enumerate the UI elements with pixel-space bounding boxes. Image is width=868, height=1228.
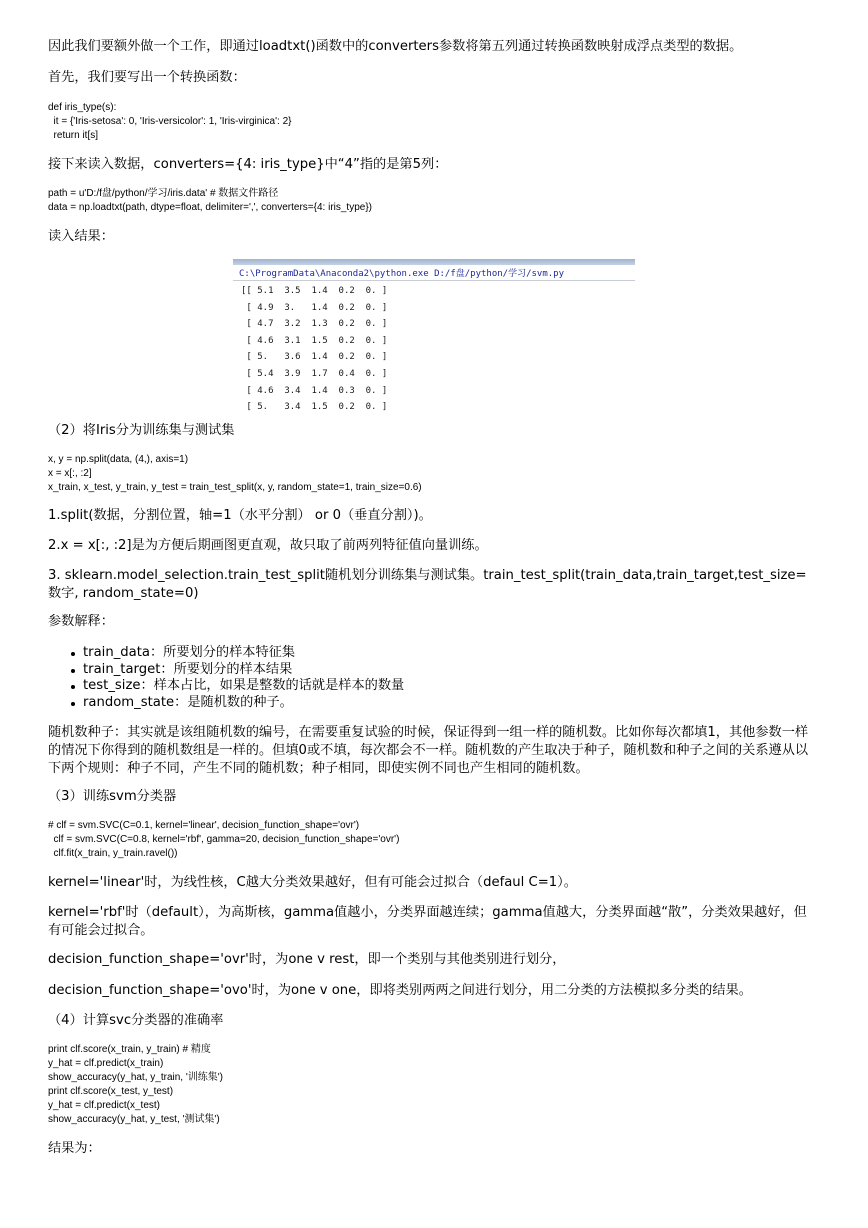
list-item: train_target：所要划分的样本结果 <box>68 662 404 679</box>
paragraph-train-test-split: 3. sklearn.model_selection.train_test_split随机划分训练集与测试集。train_test_split(train_data,train_target,test_size=数字, random_state=0) <box>48 568 807 601</box>
console-row: [ 5. 3.6 1.4 0.2 0. ] <box>241 352 388 363</box>
console-command: C:\ProgramData\Anaconda2\python.exe D:/f盘/python/学习/svm.py <box>239 269 565 279</box>
paragraph-random-seed: 随机数种子：其实就是该组随机数的编号，在需要重复试验的时候，保证得到一组一样的随机数。比如你每次都填1，其他参数一样的情况下你得到的随机数组是一样的。但填0或不填，每次都会不一样。随机数的产生取决于种子，随机数和种子之间的关系遵从以下两个规则：种子不同，产生不同的随机数；种子相同，即使实例不同也产生相同的随机数。 <box>48 725 809 776</box>
params-list <box>68 645 404 711</box>
paragraph-kernel-rbf: kernel='rbf'时（default），为高斯核，gamma值越小，分类界面越连续；gamma值越大，分类界面越“散”，分类效果越好，但有可能会过拟合。 <box>48 905 807 938</box>
paragraph-params: 参数解释： <box>48 614 114 629</box>
console-title-bar <box>233 259 635 265</box>
heading-accuracy: （4）计算svc分类器的准确率 <box>48 1013 224 1028</box>
console-row: [ 5. 3.4 1.5 0.2 0. ] <box>241 402 388 413</box>
paragraph-split-explain: 1.split(数据，分割位置，轴=1（水平分割） or 0（垂直分割）)。 <box>48 508 432 523</box>
code-split: x, y = np.split(data, (4,), axis=1) x = x[:, :2] x_train, x_test, y_train, y_test = train_test_split(x, y, random_state=1, train_size=0.6) <box>48 454 422 493</box>
console-row: [ 4.9 3. 1.4 0.2 0. ] <box>241 302 388 313</box>
code-svc: # clf = svm.SVC(C=0.1, kernel='linear', decision_function_shape='ovr') clf = svm.SVC(C=0.8, kernel='rbf', gamma=20, decision_function_shape='ovr') clf.fit(x_train, y_train.ravel()) <box>48 820 400 859</box>
console-row: [[ 5.1 3.5 1.4 0.2 0. ] <box>241 286 388 296</box>
console-row: [ 4.6 3.4 1.4 0.3 0. ] <box>241 385 388 396</box>
code-accuracy: print clf.score(x_train, y_train) # 精度 y_hat = clf.predict(x_train) show_accuracy(y_hat, y_train, '训练集') print clf.score(x_test, y_test) y_hat = clf.predict(x_test) show_accuracy(y_hat, y_test, '测试集') <box>48 1044 223 1125</box>
paragraph-ovr: decision_function_shape='ovr'时，为one v rest，即一个类别与其他类别进行划分， <box>48 952 566 967</box>
console-row: [ 5.4 3.9 1.7 0.4 0. ] <box>241 368 388 379</box>
paragraph-slice-explain: 2.x = x[:, :2]是为方便后期画图更直观，故只取了前两列特征值向量训练。 <box>48 538 488 553</box>
list-item: test_size：样本占比，如果是整数的话就是样本的数量 <box>68 678 404 695</box>
console-divider <box>233 280 635 281</box>
code-iris-type: def iris_type(s): it = {'Iris-setosa': 0, 'Iris-versicolor': 1, 'Iris-virginica': 2} return it[s] <box>48 102 292 141</box>
console-row: [ 4.6 3.1 1.5 0.2 0. ] <box>241 335 388 346</box>
console-row: [ 4.7 3.2 1.3 0.2 0. ] <box>241 319 388 330</box>
list-item: random_state：是随机数的种子。 <box>68 695 404 712</box>
heading-split-dataset: （2）将Iris分为训练集与测试集 <box>48 423 235 438</box>
list-item: train_data：所要划分的样本特征集 <box>68 645 404 662</box>
paragraph-read-data: 接下来读入数据，converters={4: iris_type}中“4”指的是第5列： <box>48 157 448 172</box>
paragraph-ovo: decision_function_shape='ovo'时，为one v one，即将类别两两之间进行划分，用二分类的方法模拟多分类的结果。 <box>48 983 752 998</box>
heading-train-svm: （3）训练svm分类器 <box>48 789 177 804</box>
paragraph-intro: 因此我们要额外做一个工作，即通过loadtxt()函数中的converters参数将第五列通过转换函数映射成浮点类型的数据。 <box>48 39 743 54</box>
console-output-screenshot <box>233 259 635 411</box>
paragraph-read-result: 读入结果： <box>48 229 114 244</box>
paragraph-convert-function: 首先，我们要写出一个转换函数： <box>48 70 246 85</box>
paragraph-result: 结果为： <box>48 1141 101 1156</box>
code-loadtxt: path = u'D:/f盘/python/学习/iris.data' # 数据文件路径 data = np.loadtxt(path, dtype=float, delimiter=',', converters={4: iris_type}) <box>48 188 373 213</box>
paragraph-kernel-linear: kernel='linear'时，为线性核，C越大分类效果越好，但有可能会过拟合（defaul C=1）。 <box>48 875 577 890</box>
console-rows <box>241 283 387 416</box>
